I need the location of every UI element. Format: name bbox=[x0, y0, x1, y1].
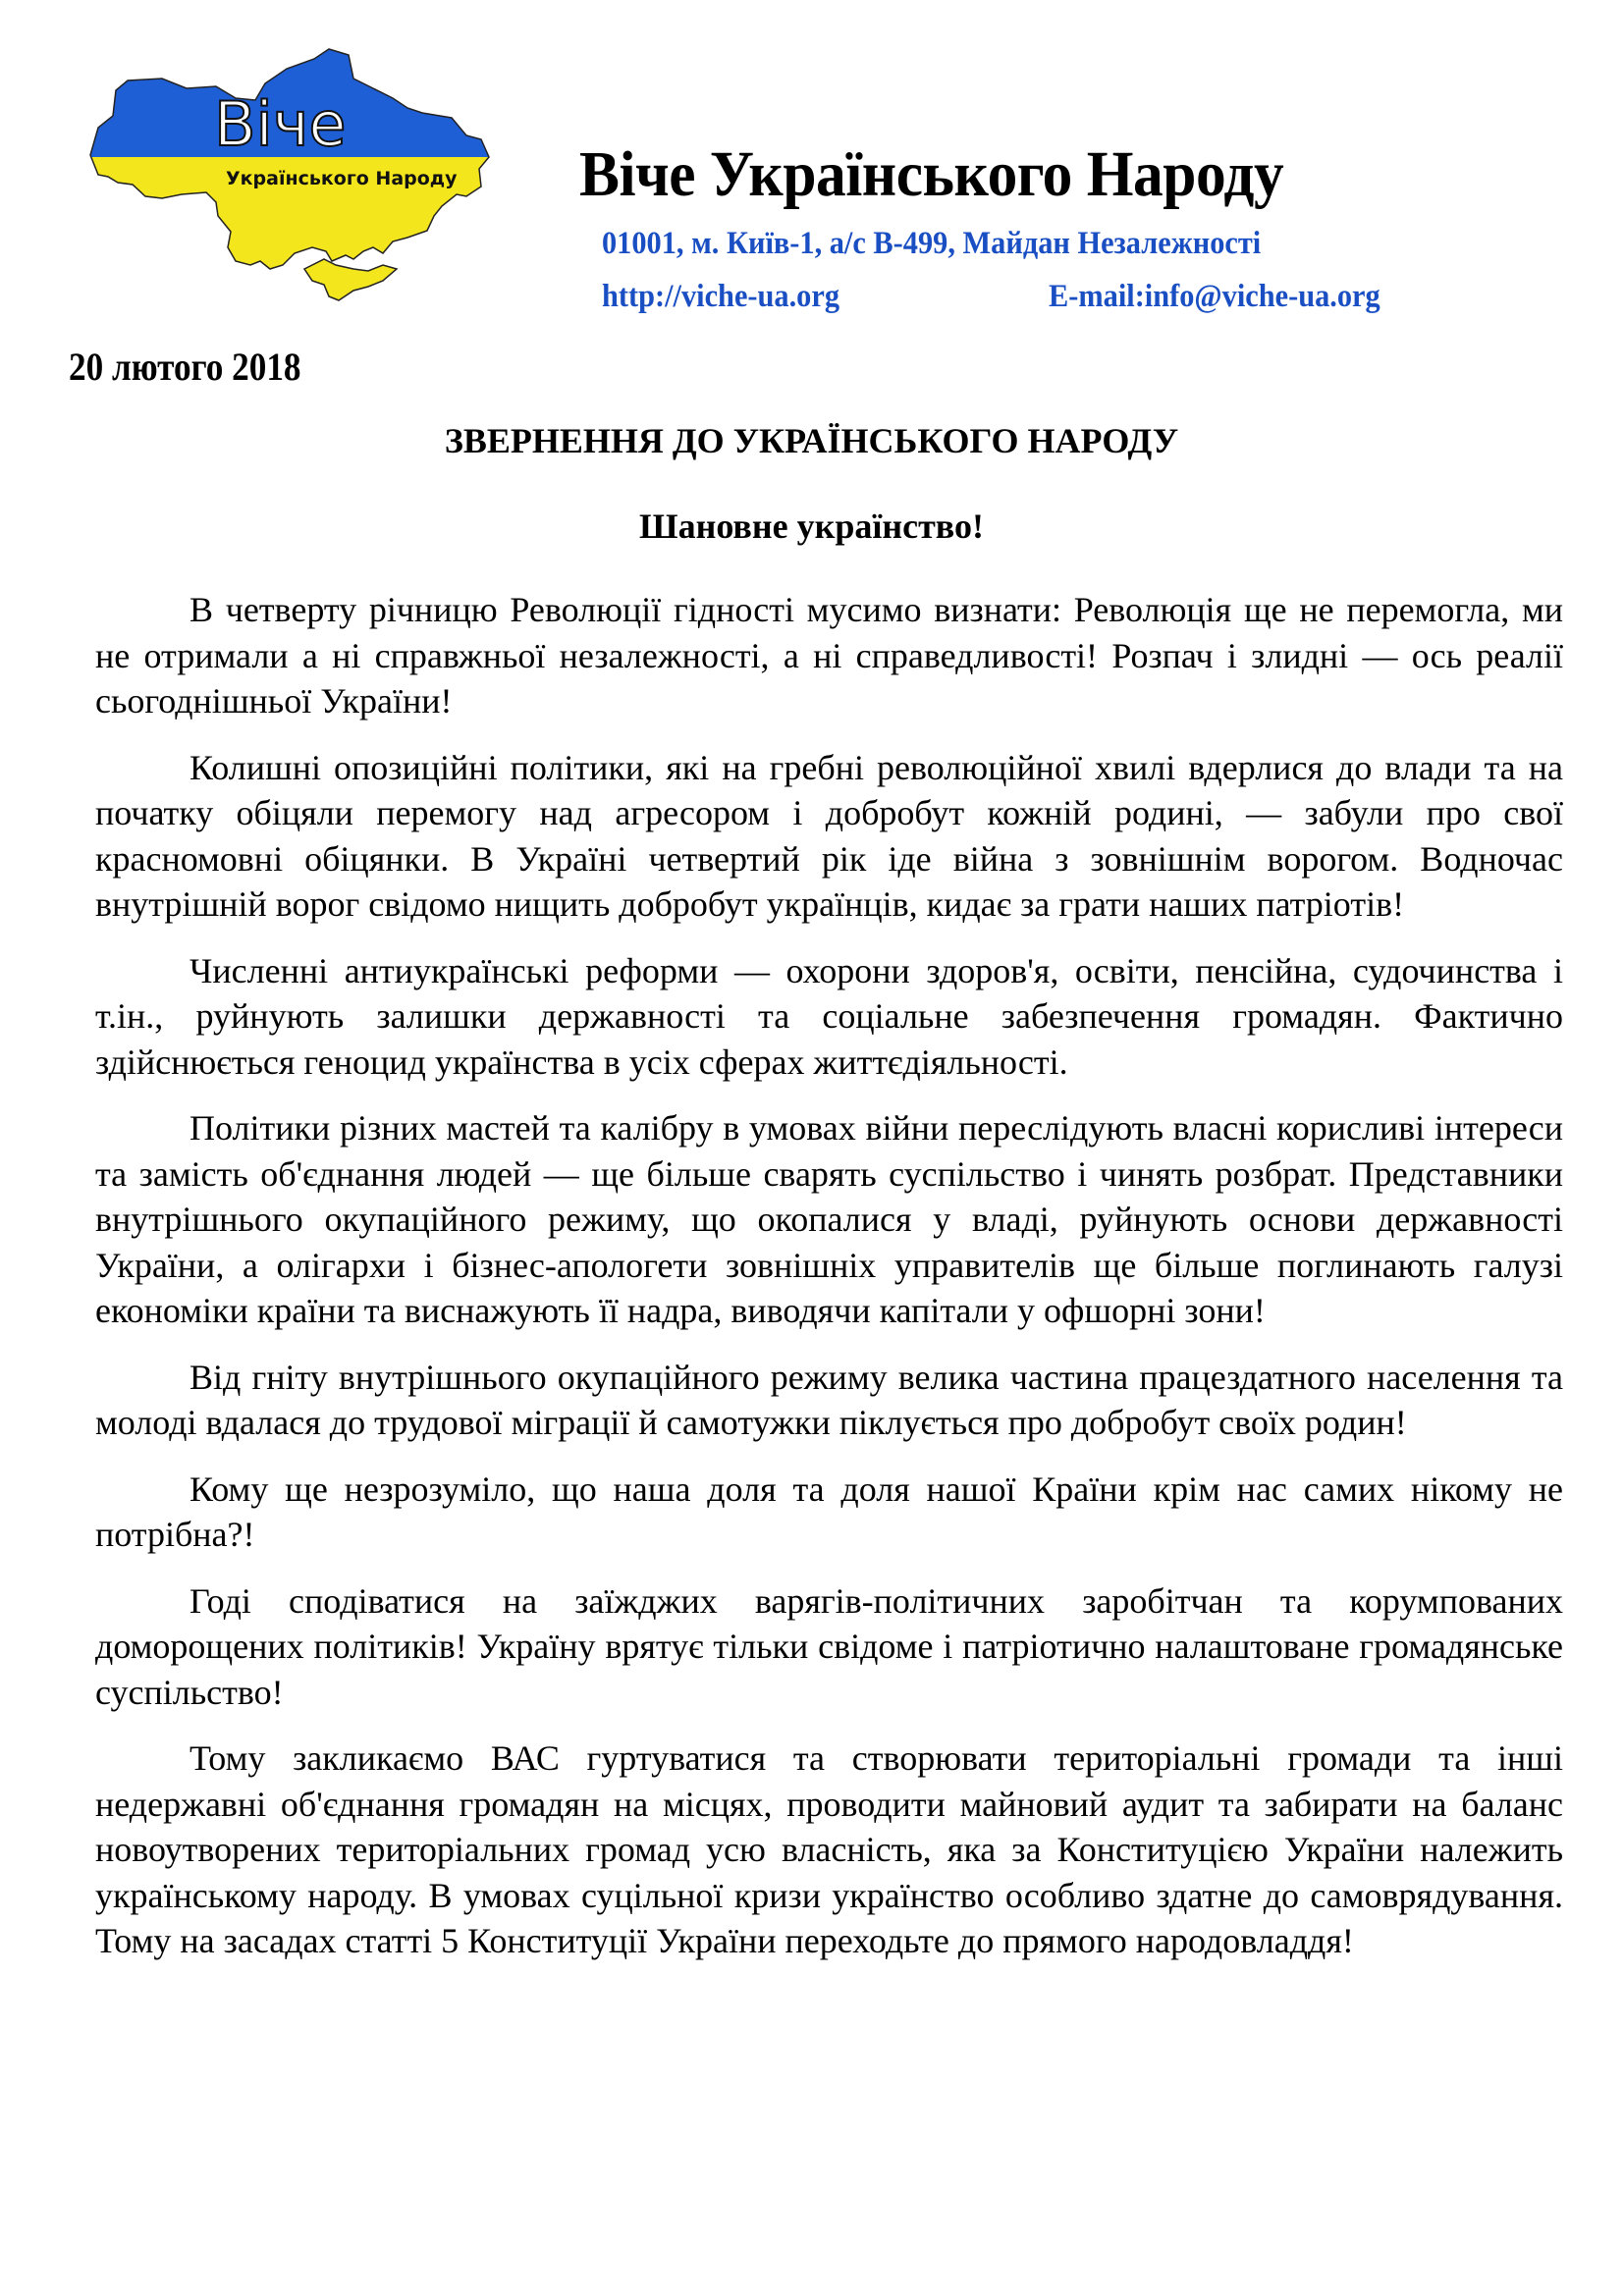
paragraph: Численні антиукраїнські реформи — охорони здоров'я, освіти, пенсійна, судочинства і т.ін., руйнують залишки державності та соціальне забезпечення громадян. Фактично здійснюється геноцид українства в усіх сферах життєдіяльності. bbox=[95, 950, 1563, 1082]
document-body bbox=[95, 587, 1563, 1985]
paragraph: Від гніту внутрішнього окупаційного режиму велика частина працездатного населення та молоді вдалася до трудової міграції й самотужки піклується про добробут своїх родин! bbox=[95, 1357, 1563, 1442]
ukraine-map-logo-icon bbox=[69, 29, 501, 314]
email-link[interactable]: E-mail:info@viche-ua.org bbox=[1049, 279, 1380, 314]
organization-address: 01001, м. Київ-1, а/с В-499, Майдан Незалежності bbox=[602, 226, 1262, 261]
paragraph: Колишні опозиційні політики, які на гребні революційної хвилі вдерлися до влади та на початку обіцяли перемогу над агресором і добробут кожній родині, — забули про свої красномовні обіцянки. В Україні четвертий рік іде війна з зовнішнім ворогом. Водночас внутрішній ворог свідомо нищить добробут українців, кидає за грати наших патріотів! bbox=[95, 747, 1563, 924]
paragraph: В четверту річницю Революції гідності мусимо визнати: Революція ще не перемогла, ми не отримали а ні справжньої незалежності, а ні справедливості! Розпач і злидні — ось реалії сьогоднішньої України! bbox=[95, 590, 1563, 721]
document-date: 20 лютого 2018 bbox=[69, 345, 301, 389]
logo bbox=[69, 29, 501, 314]
paragraph: Годі сподіватися на заїжджих варягів-політичних заробітчан та корумпованих доморощених політиків! Україну врятує тільки свідоме і патріотично налаштоване громадянське суспільство! bbox=[95, 1580, 1563, 1712]
paragraph: Кому ще незрозуміло, що наша доля та доля нашої Країни крім нас самих нікому не потрібна?! bbox=[95, 1468, 1563, 1554]
greeting: Шановне українство! bbox=[639, 507, 984, 546]
logo-subtitle: Українського Народу bbox=[226, 168, 458, 189]
paragraph: Тому закликаємо ВАС гуртуватися та створювати територіальні громади та інші недержавні об'єднання громадян на місцях, проводити майновий аудит та забирати на баланс новоутворених територіальних громад усю власність, яка за Конституцією України належить українському народу. В умовах суцільної кризи українство особливо здатне до самоврядування. Тому на засадах статті 5 Конституції України переходьте до прямого народовладдя! bbox=[95, 1738, 1563, 1960]
organization-name: Віче Українського Народу bbox=[579, 138, 1284, 210]
document-title: ЗВЕРНЕННЯ ДО УКРАЇНСЬКОГО НАРОДУ bbox=[444, 421, 1179, 460]
logo-title: Віче bbox=[214, 88, 347, 160]
website-link[interactable]: http://viche-ua.org bbox=[602, 279, 840, 314]
paragraph: Політики різних мастей та калібру в умовах війни переслідують власні корисливі інтереси та замість об'єднання людей — ще більше сварять суспільство і чинять розбрат. Представники внутрішнього окупаційного режиму, що окопалися у владі, руйнують основи державності України, а олігархи і бізнес-апологети зовнішніх управителів ще більше поглинають галузі економіки країни та виснажують її надра, виводячи капітали у офшорні зони! bbox=[95, 1108, 1563, 1330]
